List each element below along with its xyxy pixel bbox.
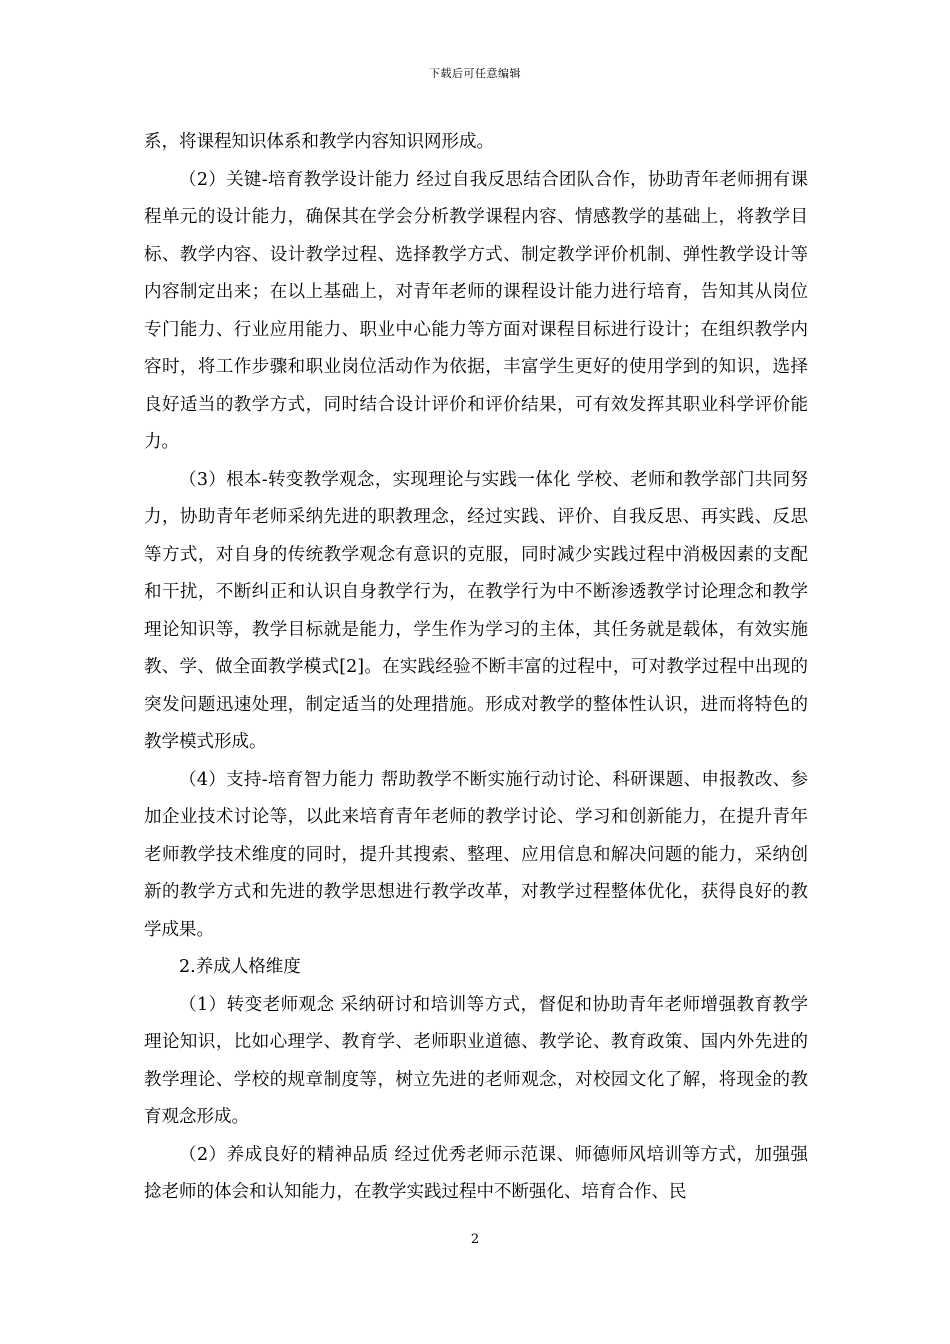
document-body xyxy=(144,124,808,1212)
page-number: 2 xyxy=(470,1232,480,1247)
paragraph-teaching-concept: （3）根本-转变教学观念，实现理论与实践一体化 学校、老师和教学部门共同努力，协助青年老师采纳先进的职教理念，经过实践、评价、自我反思、再实践、反思等方式，对自身的传统教学观念有意识的克服，同时减少实践过程中消极因素的支配和干扰，不断纠正和认识自身教学行为，在教学行为中不断渗透教学讨论理念和教学理论知识等，教学目标就是能力，学生作为学习的主体，其任务就是载体，有效实施教、学、做全面教学模式[2]。在实践经验不断丰富的过程中，可对教学过程中出现的突发问题迅速处理，制定适当的处理措施。形成对教学的整体性认识，进而将特色的教学模式形成。 xyxy=(144,469,808,752)
page-header: 下载后可任意编辑 xyxy=(429,67,521,80)
paragraph-spiritual-quality: （2）养成良好的精神品质 经过优秀老师示范课、师德师风培训等方式，加强强捻老师的体会和认知能力，在教学实践过程中不断强化、培育合作、民 xyxy=(144,1144,808,1202)
paragraph-teaching-design: （2）关键-培育教学设计能力 经过自我反思结合团队合作，协助青年老师拥有课程单元的设计能力，确保其在学会分析教学课程内容、情感教学的基础上，将教学目标、教学内容、设计教学过程、选择教学方式、制定教学评价机制、弹性教学设计等内容制定出来；在以上基础上，对青年老师的课程设计能力进行培育，告知其从岗位专门能力、行业应用能力、职业中心能力等方面对课程目标进行设计；在组织教学内容时，将工作步骤和职业岗位活动作为依据，丰富学生更好的使用学到的知识，选择良好适当的教学方式，同时结合设计评价和评价结果，可有效发挥其职业科学评价能力。 xyxy=(144,169,808,452)
paragraph-teacher-concept: （1）转变老师观念 采纳研讨和培训等方式，督促和协助青年老师增强教育教学理论知识，比如心理学、教育学、老师职业道德、教学论、教育政策、国内外先进的教学理论、学校的规章制度等，树立先进的老师观念，对校园文化了解，将现金的教育观念形成。 xyxy=(144,994,808,1127)
paragraph-intellectual-ability: （4）支持-培育智力能力 帮助教学不断实施行动讨论、科研课题、申报教改、参加企业技术讨论等，以此来培育青年老师的教学讨论、学习和创新能力，在提升青年老师教学技术维度的同时，提升其搜索、整理、应用信息和解决问题的能力，采纳创新的教学方式和先进的教学思想进行教学改革，对教学过程整体优化，获得良好的教学成果。 xyxy=(144,769,808,940)
paragraph-continuation: 系，将课程知识体系和教学内容知识网形成。 xyxy=(144,132,494,152)
section-heading-personality: 2.养成人格维度 xyxy=(179,957,301,977)
